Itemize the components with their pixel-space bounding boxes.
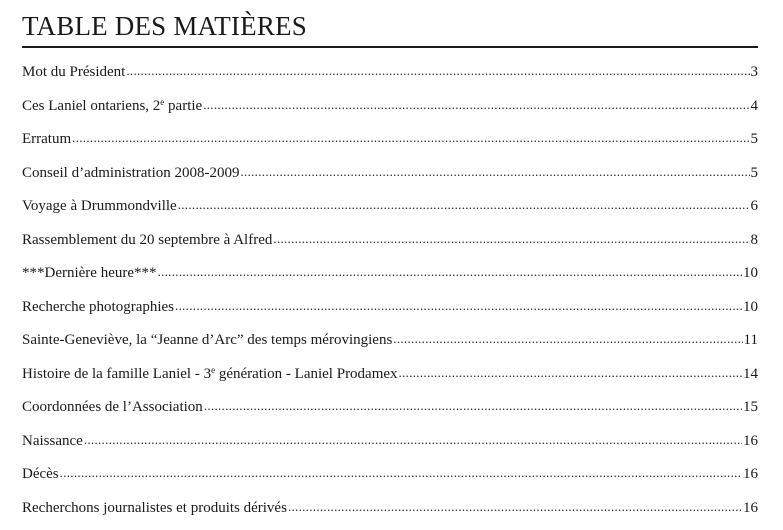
toc-entry[interactable] (22, 323, 758, 357)
toc-page-number: 5 (750, 164, 758, 181)
dot-leader (203, 88, 749, 122)
toc-entry-label-part: Histoire de la famille Laniel - 3 (22, 365, 212, 382)
toc-entry[interactable] (22, 390, 758, 424)
toc-entry-label: Décès (22, 466, 59, 482)
toc-entry-label-part: génération - Laniel Prodamex (215, 365, 398, 382)
toc-entry[interactable] (22, 189, 758, 223)
dot-leader (393, 322, 742, 356)
toc-page-number: 15 (743, 399, 758, 415)
toc-entry-label: Recherchons journalistes et produits dérivés (22, 499, 287, 516)
toc-page-number: 4 (750, 97, 758, 114)
dot-leader (84, 423, 742, 457)
toc-page-number: 6 (750, 198, 758, 214)
dot-leader (178, 188, 750, 222)
toc-page-number: 16 (743, 432, 758, 449)
dot-leader (72, 121, 749, 155)
toc-entry[interactable] (22, 223, 758, 257)
dot-leader (175, 289, 742, 323)
toc-entry-label: Conseil d’administration 2008-2009 (22, 164, 240, 181)
toc-entry[interactable] (22, 491, 758, 525)
toc-entry-label: Recherche photographies (22, 298, 175, 315)
toc-entry-label: Voyage à Drummondville (22, 198, 177, 214)
table-of-contents-page (22, 0, 758, 530)
toc-page-number: 14 (743, 365, 758, 382)
dot-leader (126, 54, 749, 88)
ordinal-suffix: e (211, 364, 216, 375)
dot-leader (204, 389, 742, 423)
toc-list (22, 55, 758, 524)
toc-page-number: 5 (750, 131, 758, 147)
dot-leader (399, 356, 742, 390)
toc-entry-label (22, 89, 202, 123)
dot-leader (158, 255, 742, 289)
toc-entry-label-part: partie (164, 97, 203, 114)
dot-leader (288, 490, 742, 524)
toc-entry[interactable] (22, 89, 758, 123)
toc-page-number: 8 (750, 231, 758, 248)
toc-entry[interactable] (22, 156, 758, 190)
toc-page-number: 3 (750, 64, 758, 80)
toc-entry[interactable] (22, 122, 758, 156)
toc-entry[interactable] (22, 256, 758, 290)
toc-page-number: 16 (743, 466, 758, 482)
toc-entry[interactable] (22, 290, 758, 324)
toc-page-number: 10 (743, 265, 758, 281)
toc-entry[interactable] (22, 357, 758, 391)
page-title: TABLE DES MATIÈRES (22, 11, 307, 41)
toc-page-number: 16 (743, 499, 758, 516)
toc-entry-label: ***Dernière heure*** (22, 265, 157, 281)
toc-entry[interactable] (22, 55, 758, 89)
toc-entry-label: Sainte-Geneviève, la “Jeanne d’Arc” des temps mérovingiens (22, 332, 393, 348)
toc-entry-label: Naissance (22, 432, 83, 449)
toc-entry-label: Coordonnées de l’Association (22, 399, 203, 415)
toc-entry-label-part: Ces Laniel ontariens, 2 (22, 97, 161, 114)
toc-page-number: 10 (743, 298, 758, 315)
dot-leader (240, 155, 749, 189)
dot-leader (273, 222, 749, 256)
ordinal-suffix: e (160, 96, 165, 107)
toc-entry-label: Erratum (22, 131, 72, 147)
toc-entry[interactable] (22, 457, 758, 491)
toc-entry-label: Rassemblement du 20 septembre à Alfred (22, 231, 273, 248)
toc-entry[interactable] (22, 424, 758, 458)
toc-entry-label (22, 357, 398, 391)
dot-leader (60, 456, 742, 490)
toc-page-number: 11 (743, 332, 758, 348)
title-divider (22, 46, 758, 48)
toc-entry-label: Mot du Président (22, 64, 126, 80)
